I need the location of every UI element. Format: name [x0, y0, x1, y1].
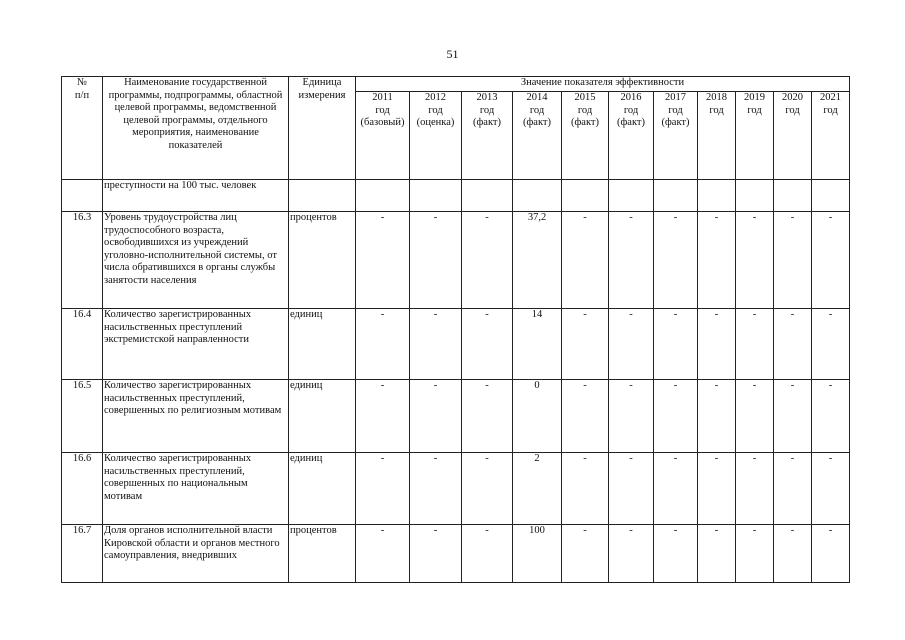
- indicator-value: -: [562, 380, 609, 453]
- table-row: [62, 453, 850, 525]
- indicator-value: -: [609, 212, 654, 309]
- header-values-title: Значение показателя эффективности: [356, 77, 850, 92]
- indicator-value: [462, 180, 513, 212]
- indicator-value: -: [774, 525, 812, 583]
- indicator-value: -: [462, 525, 513, 583]
- indicator-value: -: [698, 309, 736, 380]
- indicator-value: [609, 180, 654, 212]
- row-number: 16.3: [62, 212, 103, 309]
- indicator-value: [410, 180, 462, 212]
- row-number: 16.7: [62, 525, 103, 583]
- indicator-value: -: [562, 212, 609, 309]
- indicator-value: -: [462, 212, 513, 309]
- indicator-value: [698, 180, 736, 212]
- indicator-value: -: [698, 525, 736, 583]
- indicator-value: -: [812, 453, 850, 525]
- header-year-2018: 2018 год: [698, 92, 736, 180]
- indicator-value: -: [410, 525, 462, 583]
- indicator-value: -: [774, 212, 812, 309]
- page-number: 51: [446, 47, 459, 61]
- indicator-value: -: [356, 525, 410, 583]
- indicator-value: 37,2: [513, 212, 562, 309]
- table-body: [62, 180, 850, 583]
- indicator-value: [774, 180, 812, 212]
- indicator-value: -: [410, 212, 462, 309]
- indicator-value: -: [812, 309, 850, 380]
- indicator-value: -: [356, 212, 410, 309]
- header-year-2020: 2020 год: [774, 92, 812, 180]
- indicator-name: Количество зарегистрированных насильственных преступлений экстремистской направленности: [103, 309, 289, 380]
- indicator-unit: единиц: [289, 453, 356, 525]
- row-number: 16.5: [62, 380, 103, 453]
- indicator-value: -: [812, 525, 850, 583]
- indicator-value: -: [410, 309, 462, 380]
- header-year-2021: 2021 год: [812, 92, 850, 180]
- indicator-value: -: [462, 453, 513, 525]
- indicator-value: 2: [513, 453, 562, 525]
- indicator-value: -: [356, 380, 410, 453]
- indicator-value: -: [774, 309, 812, 380]
- indicator-value: -: [609, 309, 654, 380]
- indicator-name: преступности на 100 тыс. человек: [103, 180, 289, 212]
- header-unit: Единица измерения: [289, 77, 356, 180]
- indicator-value: -: [654, 380, 698, 453]
- header-year-2017: 2017 год (факт): [654, 92, 698, 180]
- indicator-value: -: [654, 525, 698, 583]
- table-row: [62, 380, 850, 453]
- indicators-table: [61, 76, 850, 583]
- indicator-value: [736, 180, 774, 212]
- header-year-2011: 2011 год (базовый): [356, 92, 410, 180]
- indicator-name: Количество зарегистрированных насильственных преступлений, совершенных по религиозным мотивам: [103, 380, 289, 453]
- header-name: Наименование государственной программы, подпрограммы, областной целевой программы, ведомственной целевой программы, отдельного мероприятия, наименование показателей: [103, 77, 289, 180]
- indicator-value: [654, 180, 698, 212]
- header-year-2014: 2014 год (факт): [513, 92, 562, 180]
- indicator-value: -: [812, 380, 850, 453]
- indicator-unit: процентов: [289, 212, 356, 309]
- indicator-value: -: [736, 453, 774, 525]
- indicator-value: -: [774, 453, 812, 525]
- header-year-2016: 2016 год (факт): [609, 92, 654, 180]
- indicator-unit: единиц: [289, 380, 356, 453]
- row-number: [62, 180, 103, 212]
- indicator-value: -: [736, 309, 774, 380]
- table-row: [62, 525, 850, 583]
- indicator-value: 14: [513, 309, 562, 380]
- indicator-name: Доля органов исполнительной власти Кировской области и органов местного самоуправления, внедривших: [103, 525, 289, 583]
- indicator-value: [513, 180, 562, 212]
- indicator-value: -: [356, 453, 410, 525]
- header-year-2012: 2012 год (оценка): [410, 92, 462, 180]
- row-number: 16.6: [62, 453, 103, 525]
- indicator-value: -: [609, 453, 654, 525]
- indicator-value: -: [562, 309, 609, 380]
- indicator-value: -: [410, 380, 462, 453]
- header-num: № п/п: [62, 77, 103, 180]
- indicator-value: -: [736, 380, 774, 453]
- indicator-value: -: [462, 380, 513, 453]
- indicator-name: Уровень трудоустройства лиц трудоспособного возраста, освободившихся из учреждений уголовно-исполнительной системы, от числа обратившихся в органы службы занятости населения: [103, 212, 289, 309]
- indicator-name: Количество зарегистрированных насильственных преступлений, совершенных по национальным мотивам: [103, 453, 289, 525]
- indicator-unit: процентов: [289, 525, 356, 583]
- indicator-value: [562, 180, 609, 212]
- indicator-value: -: [462, 309, 513, 380]
- indicator-value: -: [774, 380, 812, 453]
- indicator-value: -: [609, 525, 654, 583]
- indicator-value: 0: [513, 380, 562, 453]
- header-year-2019: 2019 год: [736, 92, 774, 180]
- indicator-value: -: [562, 453, 609, 525]
- table-row: [62, 309, 850, 380]
- indicator-value: -: [562, 525, 609, 583]
- indicator-value: -: [736, 212, 774, 309]
- table-row: [62, 212, 850, 309]
- indicator-value: -: [654, 212, 698, 309]
- indicator-value: -: [812, 212, 850, 309]
- indicator-value: -: [356, 309, 410, 380]
- indicator-value: [812, 180, 850, 212]
- indicator-value: -: [698, 453, 736, 525]
- indicator-value: -: [654, 309, 698, 380]
- row-number: 16.4: [62, 309, 103, 380]
- indicator-value: 100: [513, 525, 562, 583]
- header-year-2015: 2015 год (факт): [562, 92, 609, 180]
- indicator-unit: [289, 180, 356, 212]
- indicator-value: -: [410, 453, 462, 525]
- indicator-unit: единиц: [289, 309, 356, 380]
- indicator-value: -: [736, 525, 774, 583]
- header-row-top: [62, 77, 850, 92]
- indicator-value: -: [654, 453, 698, 525]
- indicator-value: -: [698, 212, 736, 309]
- indicator-value: -: [609, 380, 654, 453]
- header-year-2013: 2013 год (факт): [462, 92, 513, 180]
- indicator-value: [356, 180, 410, 212]
- indicator-value: -: [698, 380, 736, 453]
- table-row: [62, 180, 850, 212]
